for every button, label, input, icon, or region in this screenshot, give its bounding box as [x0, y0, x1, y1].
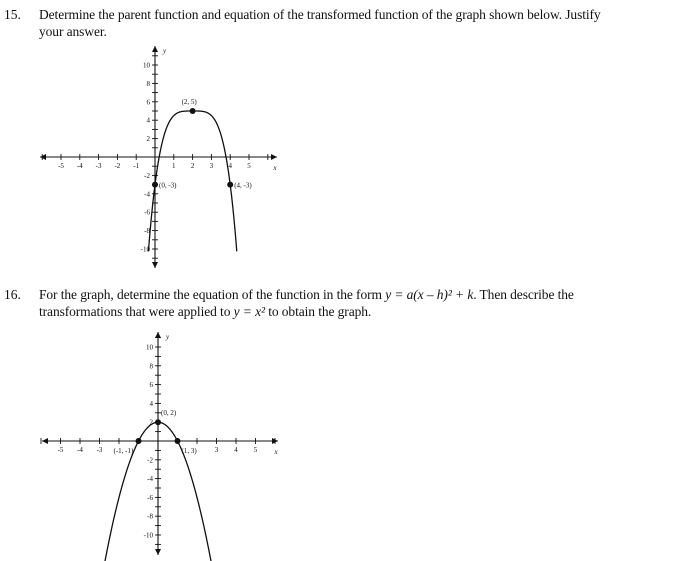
- formula-vertex-form: y = a(x – h)² + k: [385, 287, 474, 302]
- x-tick-label: 3: [209, 162, 214, 170]
- y-tick-label: 6: [149, 381, 153, 390]
- y-tick-label: -6: [147, 493, 153, 502]
- text-part: to obtain the graph.: [264, 304, 372, 319]
- y-axis-label: y: [166, 333, 170, 341]
- x-tick-label: 1: [172, 162, 176, 170]
- text-part: transformations that were applied to: [39, 304, 234, 319]
- labeled-point: [136, 438, 142, 444]
- y-tick-label: 4: [146, 116, 150, 125]
- function-curve: [100, 422, 215, 561]
- formula-parent: y = x²: [233, 304, 265, 319]
- y-tick-label: -10: [140, 245, 150, 254]
- x-tick-label: -3: [95, 162, 102, 170]
- point-label: (1, 3): [181, 447, 197, 455]
- x-tick-label: 4: [228, 162, 232, 170]
- text-part: . Then describe the: [473, 287, 574, 302]
- y-tick-label: 10: [143, 61, 150, 70]
- x-axis-arrow-left: [40, 154, 46, 160]
- y-axis-label: y: [163, 47, 167, 55]
- function-curve: [148, 111, 236, 251]
- point-label: (2, 5): [181, 98, 197, 106]
- x-axis-arrow-left: [42, 438, 48, 444]
- y-tick-label: 2: [146, 135, 150, 144]
- y-tick-label: 8: [149, 362, 153, 371]
- y-axis-arrow-down: [155, 549, 161, 555]
- y-tick-label: -8: [147, 512, 153, 521]
- y-tick-label: -4: [147, 475, 153, 484]
- labeled-point: [227, 182, 233, 188]
- question-number: 15.: [4, 7, 21, 22]
- x-axis-label: x: [274, 448, 278, 456]
- x-tick-label: 5: [253, 446, 258, 454]
- text-part: For the graph, determine the equation of the function in the form: [39, 287, 386, 302]
- y-tick-label: -6: [144, 208, 150, 217]
- labeled-point: [175, 438, 181, 444]
- x-tick-label: -1: [133, 162, 140, 170]
- y-tick-label: 6: [146, 98, 150, 107]
- x-tick-label: -5: [57, 446, 64, 454]
- y-tick-label: -2: [147, 456, 153, 465]
- x-tick-label: -5: [58, 162, 64, 170]
- labeled-point: [152, 182, 158, 188]
- question-number: 16.: [4, 287, 21, 302]
- y-axis-arrow-down: [152, 262, 158, 268]
- x-tick-label: 5: [247, 162, 251, 170]
- y-tick-label: 2: [149, 418, 153, 427]
- question-text-line-2: your answer.: [39, 24, 107, 39]
- point-label: (4, -3): [234, 181, 252, 190]
- x-tick-label: -3: [96, 446, 103, 454]
- y-tick-label: -10: [143, 531, 153, 540]
- y-axis-arrow-up: [155, 332, 161, 338]
- y-tick-label: -8: [144, 227, 150, 236]
- y-tick-label: 8: [146, 79, 150, 88]
- labeled-point: [155, 419, 161, 425]
- y-axis-arrow-up: [152, 46, 158, 52]
- x-tick-label: -2: [114, 162, 121, 170]
- question-text-line-1: Determine the parent function and equation of the transformed function of the graph shown below. Justify: [39, 7, 601, 22]
- labeled-point: [190, 108, 196, 114]
- point-label: (0, -3): [159, 181, 177, 190]
- x-tick-label: 2: [190, 162, 195, 170]
- x-tick-label: -4: [76, 162, 83, 170]
- point-label: (0, 2): [161, 409, 177, 418]
- y-tick-label: 4: [149, 399, 153, 408]
- y-tick-label: -4: [144, 190, 150, 199]
- x-axis-arrow-right: [271, 154, 277, 160]
- x-tick-label: -4: [77, 446, 83, 454]
- question-text-line-1: [39, 287, 574, 303]
- x-axis-arrow-right: [272, 438, 278, 444]
- y-tick-label: -2: [144, 171, 150, 180]
- x-tick-label: 3: [214, 446, 219, 454]
- point-label: (-1, -1): [113, 447, 134, 455]
- x-axis-label: x: [273, 164, 277, 172]
- y-tick-label: 10: [146, 343, 153, 352]
- x-tick-label: 4: [234, 446, 238, 454]
- question-text-line-2: [39, 304, 371, 320]
